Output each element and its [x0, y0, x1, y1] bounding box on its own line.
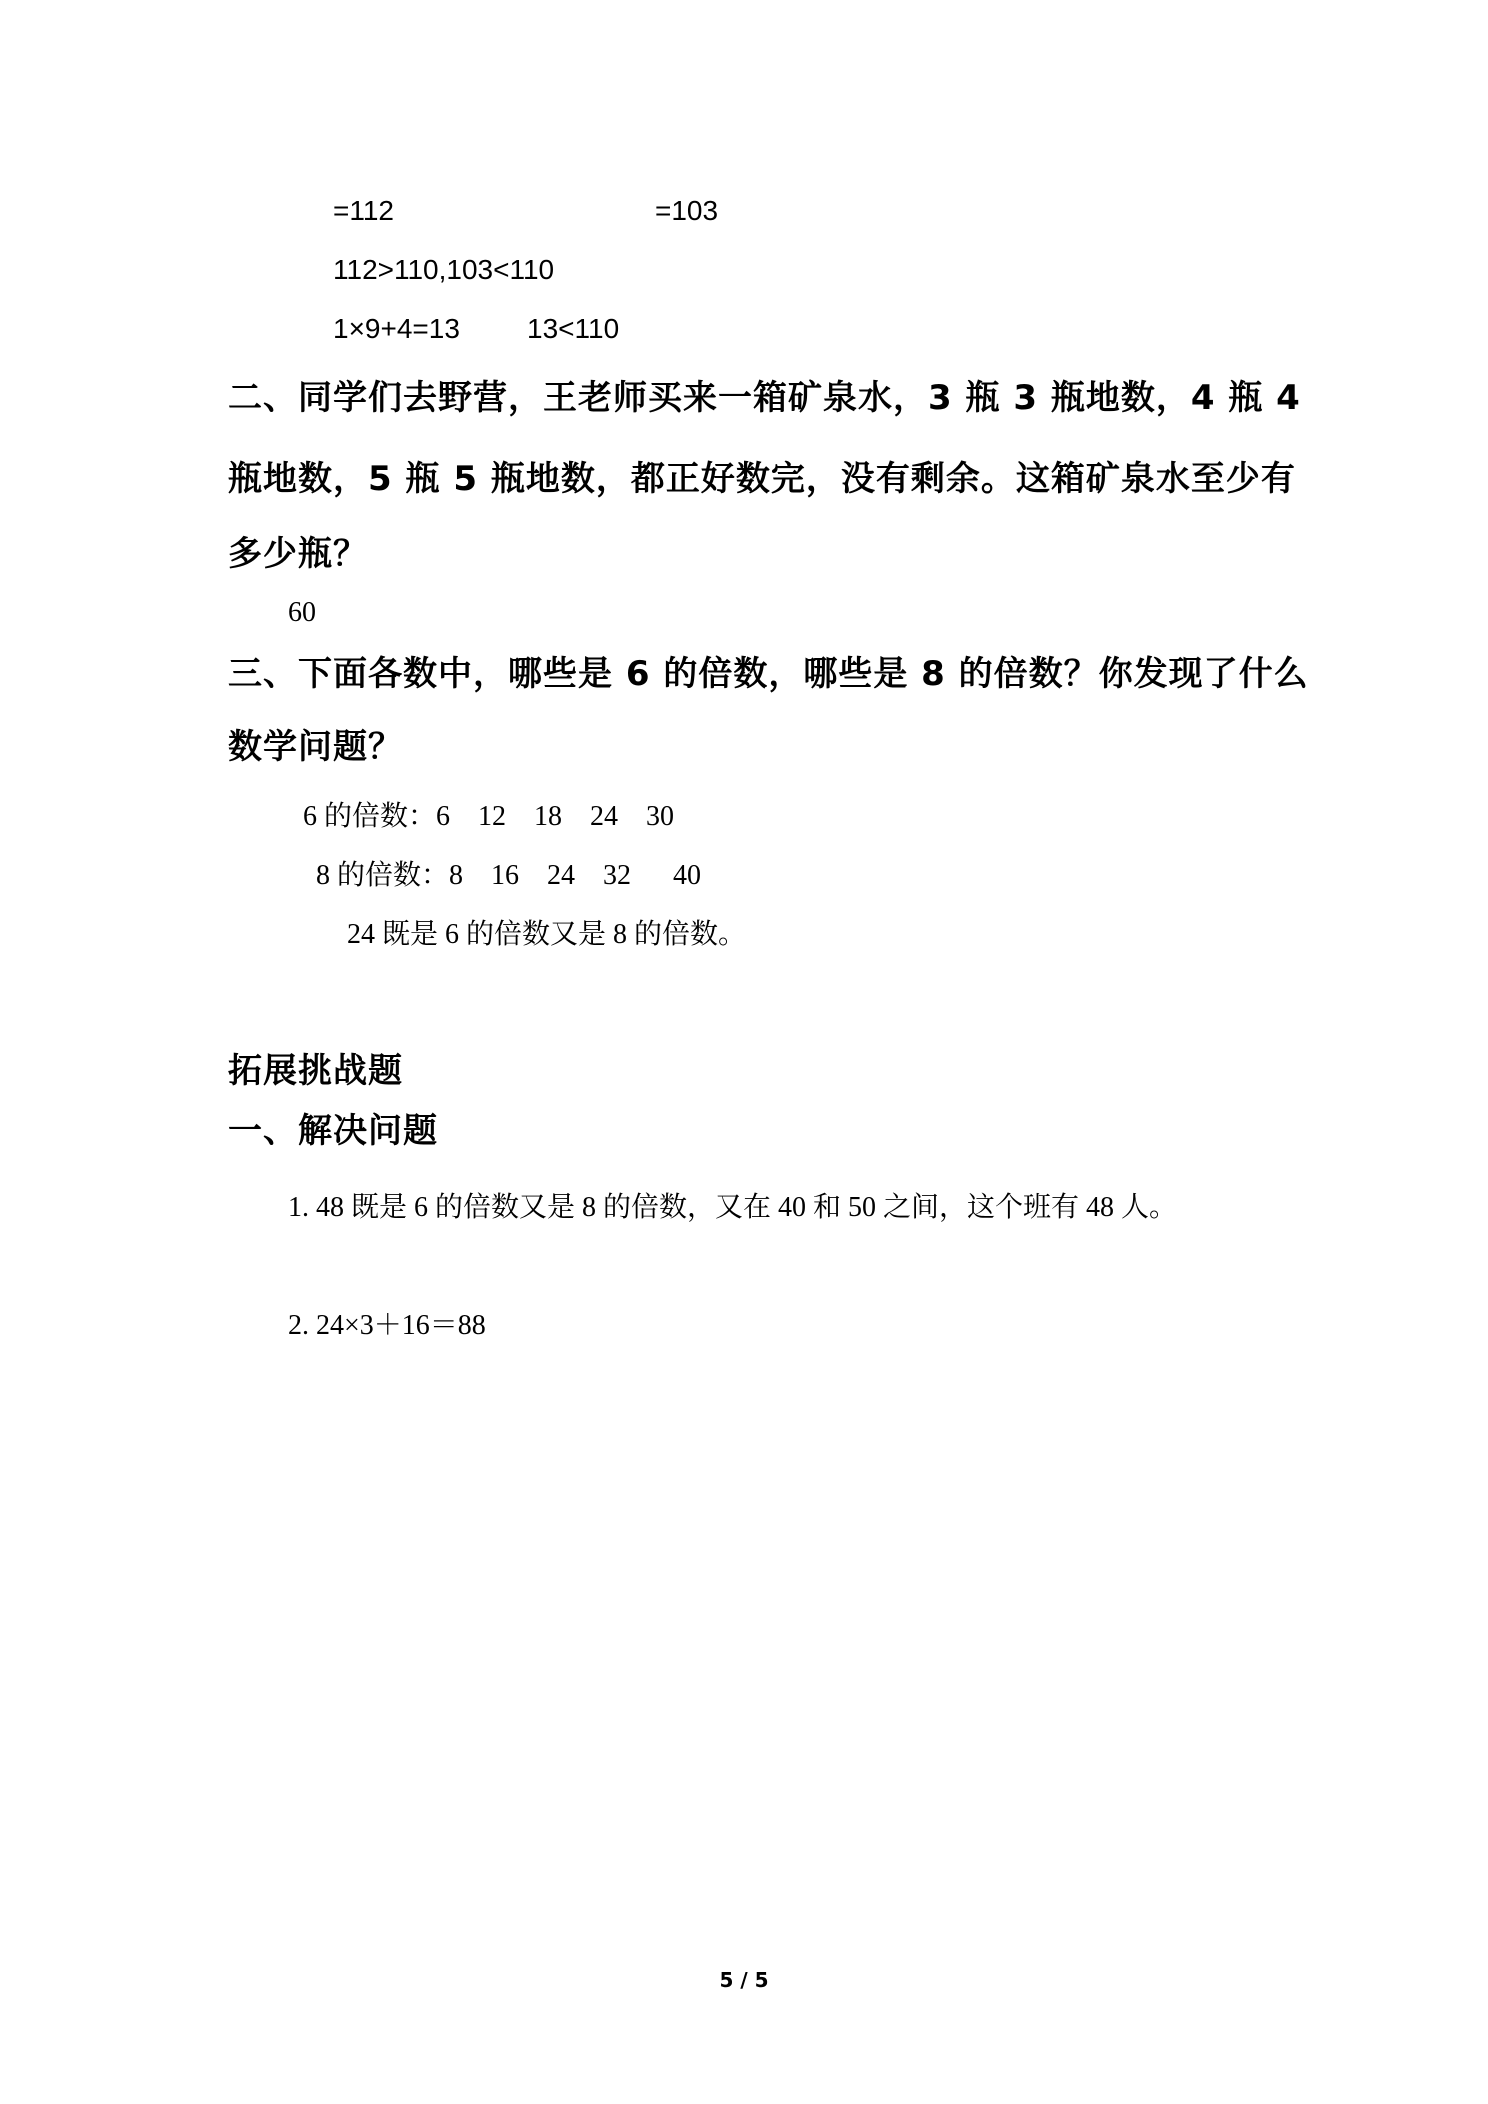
question3-answer-line2: 8 的倍数：8 16 24 32 40 [316, 860, 702, 891]
calc-line3-left: 1×9+4=13 [333, 313, 460, 344]
calc-line2: 112>110,103<110 [333, 254, 555, 285]
question2-answer: 60 [288, 597, 316, 628]
challenge-answer1: 1. 48 既是 6 的倍数又是 8 的倍数，又在 40 和 50 之间，这个班有 48 人。 [288, 1192, 1178, 1223]
question2-line2: 瓶地数，5 瓶 5 瓶地数，都正好数完，没有剩余。这箱矿泉水至少有 [228, 459, 1296, 499]
question2-line1: 二、同学们去野营，王老师买来一箱矿泉水，3 瓶 3 瓶地数，4 瓶 4 [228, 378, 1301, 418]
challenge-answer2: 2. 24×3＋16＝88 [288, 1310, 486, 1341]
calc-line1-right: =103 [655, 195, 719, 226]
question2-line3: 多少瓶？ [228, 534, 368, 574]
question3-line1: 三、下面各数中，哪些是 6 的倍数，哪些是 8 的倍数？你发现了什么 [228, 654, 1309, 694]
question3-answer-line3: 24 既是 6 的倍数又是 8 的倍数。 [347, 919, 747, 950]
challenge-section: 一、解决问题 [228, 1111, 438, 1151]
calc-line3-right: 13<110 [527, 313, 620, 344]
page-number: 5 / 5 [719, 1968, 769, 1992]
question3-answer-line1: 6 的倍数：6 12 18 24 30 [303, 801, 675, 832]
challenge-title: 拓展挑战题 [228, 1051, 403, 1091]
calc-line1-left: =112 [333, 195, 394, 226]
question3-line2: 数学问题？ [228, 727, 403, 767]
